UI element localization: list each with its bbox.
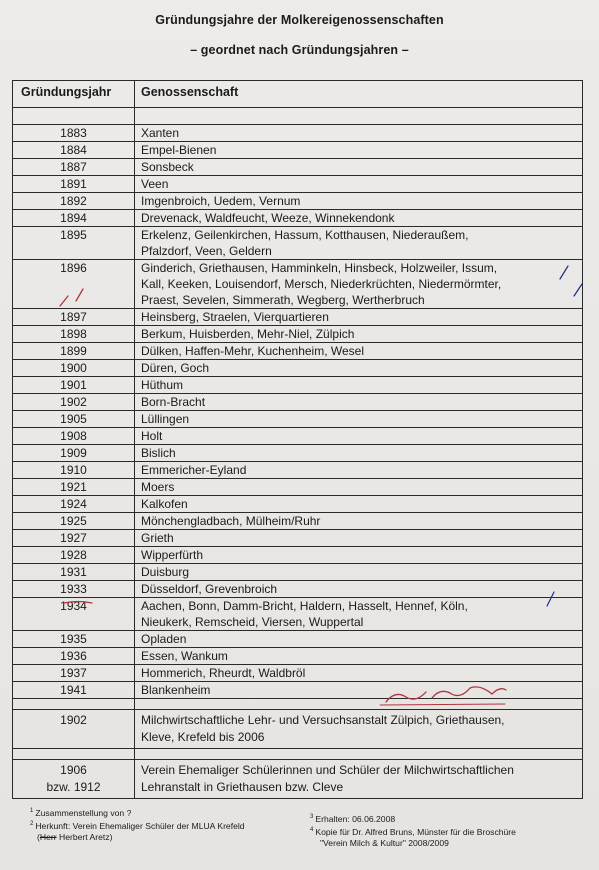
table-row [13, 598, 583, 631]
coop-line: Berkum, Huisberden, Mehr-Niel, Zülpich [141, 327, 355, 341]
year-cell: 1899 [13, 343, 135, 360]
coop-cell [135, 682, 583, 699]
footnote-4: $^4$ Kopie für Dr. Alfred Bruns, Münster für die Broschüre [310, 827, 516, 837]
footnote-3: $^3$ Erhalten: 06.06.2008 [310, 814, 396, 824]
coop-line: Moers [141, 480, 175, 494]
table-row [13, 648, 583, 665]
table-row [13, 193, 583, 210]
spacer-row [13, 699, 583, 710]
coop-line: Hommerich, Rheurdt, Waldbröl [141, 666, 306, 680]
year-cell: 1884 [13, 142, 135, 159]
coop-cell [135, 210, 583, 227]
footnote-1: $^1$ Zusammenstellung von ? [30, 808, 132, 818]
spacer-row [13, 749, 583, 760]
institution-cell [135, 760, 583, 799]
table-row [13, 159, 583, 176]
year-cell: 1894 [13, 210, 135, 227]
year-cell [13, 760, 135, 799]
year-cell: 1896 [13, 260, 135, 309]
institution-line: Milchwirtschaftliche Lehr- und Versuchsanstalt Zülpich, Griethausen, [141, 713, 505, 727]
year-cell: 1908 [13, 428, 135, 445]
footnote-2-cont: (Herr Herbert Aretz) [37, 832, 113, 842]
year-cell: 1900 [13, 360, 135, 377]
table-row [13, 227, 583, 260]
year-cell: 1937 [13, 665, 135, 682]
coop-line: Xanten [141, 126, 180, 140]
year-cell: 1898 [13, 326, 135, 343]
column-header-coop: Genossenschaft [135, 81, 583, 108]
coop-line: Praest, Sevelen, Simmerath, Wegberg, Wertherbruch [141, 293, 425, 307]
year-line: 1906 [60, 763, 87, 777]
table-row [13, 547, 583, 564]
coop-line: Kall, Keeken, Louisendorf, Mersch, Niederkrüchten, Niedermörmter, [141, 277, 502, 291]
coop-line: Erkelenz, Geilenkirchen, Hassum, Kotthausen, Niederaußem, [141, 228, 469, 242]
footnotes-right [310, 806, 590, 849]
coop-cell [135, 665, 583, 682]
table-row [13, 394, 583, 411]
coop-line: Ginderich, Griethausen, Hamminkeln, Hinsbeck, Holzweiler, Issum, [141, 261, 498, 275]
coop-line: Emmericher-Eyland [141, 463, 247, 477]
coop-cell [135, 142, 583, 159]
table-header-row [13, 81, 583, 108]
year-cell: 1901 [13, 377, 135, 394]
table-row [13, 581, 583, 598]
document-subtitle: – geordnet nach Gründungsjahren – [190, 43, 409, 57]
coop-line: Düsseldorf, Grevenbroich [141, 582, 278, 596]
coop-line: Bislich [141, 446, 176, 460]
table-row [13, 125, 583, 142]
table-row [13, 411, 583, 428]
table-row [13, 564, 583, 581]
coop-cell [135, 377, 583, 394]
year-cell: 1892 [13, 193, 135, 210]
table-row [13, 462, 583, 479]
year-cell: 1891 [13, 176, 135, 193]
coop-cell [135, 530, 583, 547]
coop-line: Holt [141, 429, 163, 443]
institution-line: Verein Ehemaliger Schülerinnen und Schüler der Milchwirtschaftlichen [141, 763, 514, 777]
coop-line: Pfalzdorf, Veen, Geldern [141, 244, 272, 258]
year-cell: 1910 [13, 462, 135, 479]
coop-line: Nieukerk, Remscheid, Viersen, Wuppertal [141, 615, 364, 629]
coop-line: Aachen, Bonn, Damm-Bricht, Haldern, Hasselt, Hennef, Köln, [141, 599, 468, 613]
coop-line: Heinsberg, Straelen, Vierquartieren [141, 310, 329, 324]
year-line: bzw. 1912 [46, 780, 101, 794]
coop-cell [135, 411, 583, 428]
institution-cell [135, 710, 583, 749]
coop-cell [135, 360, 583, 377]
coop-line: Veen [141, 177, 169, 191]
table-row [13, 496, 583, 513]
table-row [13, 210, 583, 227]
table-row [13, 309, 583, 326]
table-row [13, 343, 583, 360]
coop-line: Duisburg [141, 565, 190, 579]
coop-line: Grieth [141, 531, 174, 545]
coop-cell [135, 193, 583, 210]
institution-line: Lehranstalt in Griethausen bzw. Cleve [141, 780, 344, 794]
year-cell: 1931 [13, 564, 135, 581]
institution-row [13, 710, 583, 749]
year-line: 1902 [60, 713, 87, 727]
footnotes-left [30, 806, 300, 843]
institution-line: Kleve, Krefeld bis 2006 [141, 730, 265, 744]
table-row [13, 682, 583, 699]
coop-line: Kalkofen [141, 497, 188, 511]
table-row [13, 665, 583, 682]
table-row [13, 260, 583, 309]
coop-line: Wipperfürth [141, 548, 204, 562]
year-cell: 1933 [13, 581, 135, 598]
coop-line: Hüthum [141, 378, 184, 392]
coop-cell [135, 159, 583, 176]
coop-cell [135, 598, 583, 631]
coop-cell [135, 176, 583, 193]
coop-cell [135, 260, 583, 309]
column-header-year: Gründungsjahr [13, 81, 135, 108]
table-row [13, 142, 583, 159]
coop-cell [135, 394, 583, 411]
coop-line: Drevenack, Waldfeucht, Weeze, Winnekendonk [141, 211, 395, 225]
table-row [13, 326, 583, 343]
year-cell: 1921 [13, 479, 135, 496]
footnote-4-cont: "Verein Milch & Kultur" 2008/2009 [320, 838, 449, 848]
coop-cell [135, 479, 583, 496]
coop-cell [135, 648, 583, 665]
coop-cell [135, 428, 583, 445]
year-cell: 1927 [13, 530, 135, 547]
year-cell: 1935 [13, 631, 135, 648]
coop-cell [135, 513, 583, 530]
coop-cell [135, 326, 583, 343]
coop-cell [135, 462, 583, 479]
coop-cell [135, 125, 583, 142]
table-row [13, 360, 583, 377]
coop-cell [135, 581, 583, 598]
coop-cell [135, 445, 583, 462]
coop-line: Düren, Goch [141, 361, 210, 375]
table-row [13, 479, 583, 496]
table-row [13, 445, 583, 462]
institution-row [13, 760, 583, 799]
coop-line: Empel-Bienen [141, 143, 217, 157]
struck-word: Herr [39, 832, 57, 842]
year-cell: 1902 [13, 394, 135, 411]
coop-line: Dülken, Haffen-Mehr, Kuchenheim, Wesel [141, 344, 365, 358]
coop-cell [135, 564, 583, 581]
coop-line: Imgenbroich, Uedem, Vernum [141, 194, 301, 208]
year-cell: 1936 [13, 648, 135, 665]
coop-line: Born-Bracht [141, 395, 206, 409]
coop-line: Lüllingen [141, 412, 190, 426]
founding-years-table [12, 80, 583, 799]
coop-cell [135, 631, 583, 648]
year-cell [13, 710, 135, 749]
year-cell: 1895 [13, 227, 135, 260]
coop-line: Blankenheim [141, 683, 211, 697]
table-row [13, 176, 583, 193]
coop-cell [135, 309, 583, 326]
year-cell: 1909 [13, 445, 135, 462]
table-row [13, 513, 583, 530]
year-cell: 1924 [13, 496, 135, 513]
coop-line: Mönchengladbach, Mülheim/Ruhr [141, 514, 321, 528]
table-row [13, 377, 583, 394]
year-cell: 1934 [13, 598, 135, 631]
year-cell: 1925 [13, 513, 135, 530]
document-title: Gründungsjahre der Molkereigenossenschaften [155, 13, 444, 27]
year-cell: 1941 [13, 682, 135, 699]
coop-line: Opladen [141, 632, 187, 646]
year-cell: 1928 [13, 547, 135, 564]
year-cell: 1897 [13, 309, 135, 326]
table-row [13, 631, 583, 648]
year-cell: 1883 [13, 125, 135, 142]
coop-line: Essen, Wankum [141, 649, 228, 663]
coop-cell [135, 547, 583, 564]
year-cell: 1887 [13, 159, 135, 176]
footnote-2: $^2$ Herkunft: Verein Ehemaliger Schüler der MLUA Krefeld [30, 821, 245, 831]
coop-cell [135, 496, 583, 513]
year-cell: 1905 [13, 411, 135, 428]
table-row [13, 530, 583, 547]
spacer-row [13, 108, 583, 125]
table-row [13, 428, 583, 445]
coop-cell [135, 227, 583, 260]
coop-line: Sonsbeck [141, 160, 194, 174]
coop-cell [135, 343, 583, 360]
